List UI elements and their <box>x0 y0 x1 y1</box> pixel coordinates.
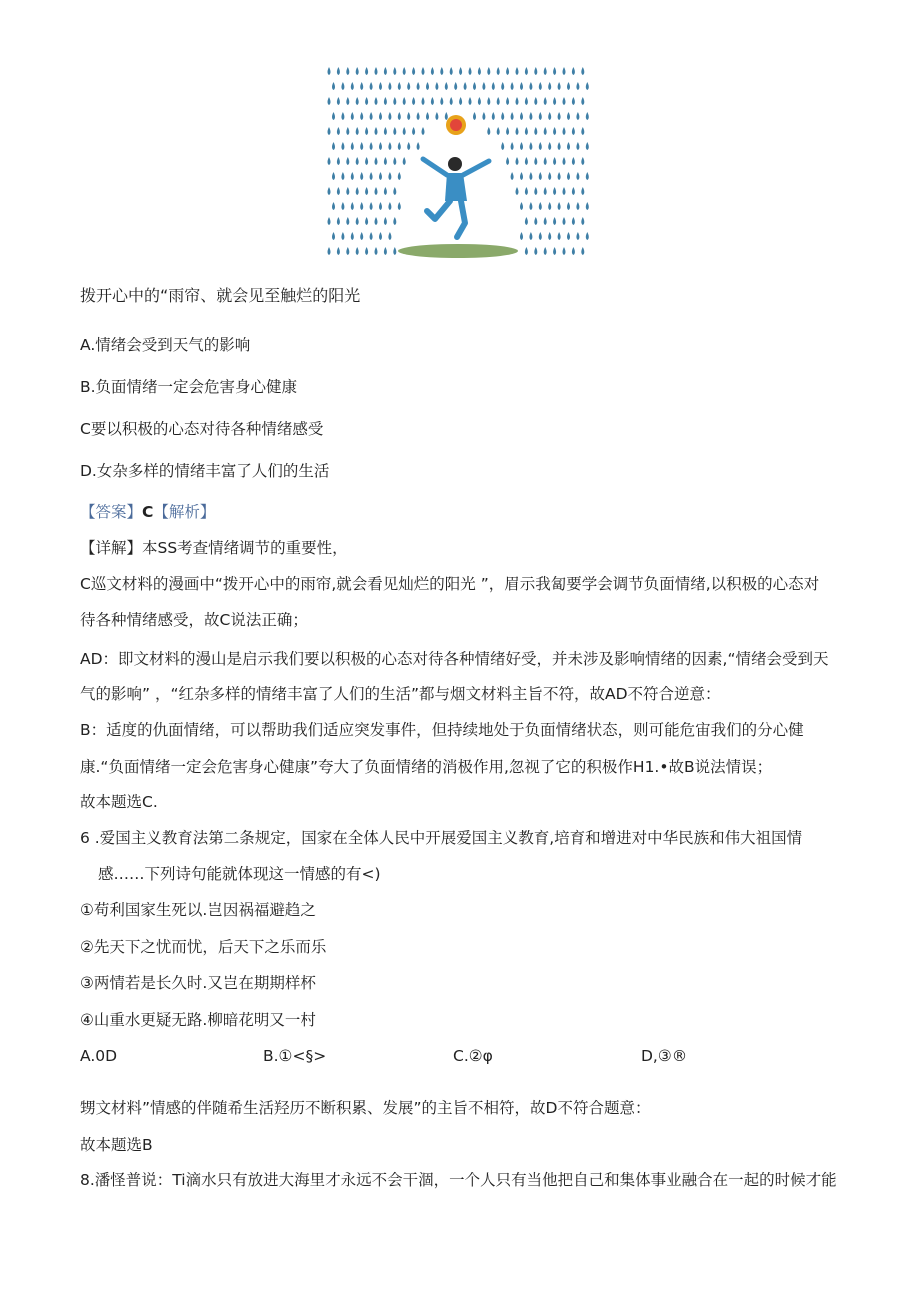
raindrop <box>534 217 537 225</box>
raindrop <box>398 202 401 210</box>
raindrop <box>572 97 575 105</box>
raindrop <box>375 97 378 105</box>
raindrop <box>412 97 415 105</box>
raindrop <box>539 142 542 150</box>
figure-legs <box>427 201 465 237</box>
raindrop <box>393 157 396 165</box>
detail-title: 【详解】本SS考查情绪调节的重要性， <box>80 539 348 557</box>
poem-item-4: ④山重水更疑无路.柳暗花明又一村 <box>80 1011 316 1029</box>
raindrop <box>328 187 331 195</box>
raindrop <box>393 127 396 135</box>
raindrop <box>520 82 523 90</box>
raindrop <box>563 187 566 195</box>
raindrop <box>370 142 373 150</box>
raindrop <box>563 217 566 225</box>
raindrop <box>356 217 359 225</box>
raindrop <box>586 82 589 90</box>
raindrop <box>431 67 434 75</box>
raindrop <box>346 127 349 135</box>
raindrop <box>567 232 570 240</box>
raindrop <box>351 232 354 240</box>
raindrop <box>548 142 551 150</box>
raindrop <box>544 247 547 255</box>
raindrop <box>360 82 363 90</box>
raindrop <box>572 157 575 165</box>
raindrop <box>482 112 485 120</box>
raindrop <box>548 172 551 180</box>
raindrop <box>553 157 556 165</box>
explanation-c-line-1: C巡文材料的漫画中“拨开心中的雨帘,就会看见灿烂的阳光 ”，眉示我匐要学会调节负面情绪,以积极的心态对 <box>80 575 820 593</box>
raindrop <box>393 187 396 195</box>
raindrop <box>379 202 382 210</box>
raindrop <box>360 112 363 120</box>
raindrop <box>525 187 528 195</box>
raindrop <box>407 112 410 120</box>
raindrop <box>572 187 575 195</box>
raindrop <box>365 127 368 135</box>
raindrop <box>520 142 523 150</box>
raindrop <box>553 67 556 75</box>
conclusion-q5: 故本题选C. <box>80 793 158 811</box>
raindrop <box>473 112 476 120</box>
raindrop <box>563 247 566 255</box>
fragment-explanation: 甥文材料”情感的伴随希生活羟历不断积累、发展”的主旨不相符，故D不符合题意： <box>80 1099 651 1117</box>
raindrop <box>492 82 495 90</box>
raindrop <box>516 157 519 165</box>
option-d: D.女杂多样的情绪丰富了人们的生活 <box>80 462 330 480</box>
raindrop <box>511 82 514 90</box>
raindrop <box>572 217 575 225</box>
raindrop <box>356 67 359 75</box>
raindrop <box>328 157 331 165</box>
raindrop <box>398 142 401 150</box>
raindrop <box>506 127 509 135</box>
raindrop <box>384 127 387 135</box>
raindrop <box>346 247 349 255</box>
raindrop <box>567 202 570 210</box>
raindrop <box>534 127 537 135</box>
raindrop <box>384 217 387 225</box>
raindrop <box>346 187 349 195</box>
raindrop <box>534 187 537 195</box>
raindrop <box>370 232 373 240</box>
raindrop <box>492 112 495 120</box>
raindrop <box>417 112 420 120</box>
raindrop <box>544 127 547 135</box>
choice-c: C.②φ <box>453 1047 493 1065</box>
raindrop <box>497 97 500 105</box>
raindrop <box>351 172 354 180</box>
raindrop <box>341 202 344 210</box>
raindrop <box>341 142 344 150</box>
raindrop <box>388 202 391 210</box>
raindrop <box>384 187 387 195</box>
raindrop <box>558 112 561 120</box>
raindrop <box>370 172 373 180</box>
figure-head <box>448 157 462 171</box>
raindrop <box>586 232 589 240</box>
raindrop <box>328 67 331 75</box>
raindrop <box>464 82 467 90</box>
raindrop <box>469 67 472 75</box>
raindrop <box>435 112 438 120</box>
answer-value: C <box>142 503 154 521</box>
raindrop <box>341 112 344 120</box>
raindrop <box>356 127 359 135</box>
raindrop <box>332 232 335 240</box>
raindrop <box>388 112 391 120</box>
ground-patch <box>398 244 518 258</box>
raindrop <box>337 187 340 195</box>
raindrop <box>379 232 382 240</box>
raindrop <box>539 202 542 210</box>
raindrop <box>576 112 579 120</box>
raindrop <box>567 82 570 90</box>
question-5-stem: 拨开心中的“雨帘、就会见至触烂的阳光 <box>80 286 361 305</box>
question-8-stem-line-1: 8.潘怪普说：Ti滴水只有放进大海里才永远不会干涸，一个人只有当他把自己和集体事业融合在一起的时候才能 <box>80 1171 837 1189</box>
raindrop <box>548 202 551 210</box>
raindrop <box>529 202 532 210</box>
raindrop <box>351 202 354 210</box>
question-6-stem-line-2: 感……下列诗句能就体现这一情感的有<) <box>98 865 381 883</box>
answer-label: 【答案】 <box>80 503 143 521</box>
raindrop <box>375 67 378 75</box>
raindrop <box>586 202 589 210</box>
raindrop <box>388 232 391 240</box>
raindrop <box>581 247 584 255</box>
raindrop <box>332 202 335 210</box>
raindrop <box>511 142 514 150</box>
raindrop <box>356 187 359 195</box>
raindrop <box>346 97 349 105</box>
raindrop <box>393 67 396 75</box>
question-6-stem-line-1: 6 .爱国主义教育法第二条规定，国家在全体人民中开展爱国主义教育,培育和增进对中华民族和伟大祖国情 <box>80 829 803 847</box>
explanation-ad-line-2: 气的影响” ，“红杂多样的情绪丰富了人们的生活”都与烟文材料主旨不符，故AD不符合逆意： <box>80 685 721 703</box>
raindrop <box>534 67 537 75</box>
raindrop <box>511 112 514 120</box>
raindrop <box>539 112 542 120</box>
raindrop <box>520 202 523 210</box>
raindrop <box>576 202 579 210</box>
raindrop <box>379 82 382 90</box>
raindrop <box>487 127 490 135</box>
raindrop <box>360 232 363 240</box>
raindrop <box>422 97 425 105</box>
raindrop <box>450 67 453 75</box>
raindrop <box>365 187 368 195</box>
raindrop <box>581 127 584 135</box>
raindrop <box>412 67 415 75</box>
raindrop <box>360 172 363 180</box>
raindrop <box>572 127 575 135</box>
raindrop <box>370 112 373 120</box>
choice-a: A.0D <box>80 1047 118 1065</box>
analysis-label: 【解析】 <box>153 503 216 521</box>
raindrop <box>337 157 340 165</box>
raindrop <box>581 217 584 225</box>
raindrop <box>393 97 396 105</box>
raindrop <box>572 247 575 255</box>
raindrop <box>563 67 566 75</box>
raindrop <box>403 157 406 165</box>
raindrop <box>351 112 354 120</box>
raindrop <box>473 82 476 90</box>
raindrop <box>407 142 410 150</box>
raindrop <box>581 187 584 195</box>
raindrop <box>388 172 391 180</box>
raindrop <box>544 67 547 75</box>
raindrop <box>445 112 448 120</box>
raindrop <box>478 67 481 75</box>
raindrop <box>482 82 485 90</box>
raindrop <box>417 142 420 150</box>
raindrop <box>525 67 528 75</box>
choice-b: B.①<§> <box>263 1047 327 1065</box>
raindrop <box>370 202 373 210</box>
raindrop <box>398 82 401 90</box>
poem-item-2: ②先天下之忧而忧，后天下之乐而乐 <box>80 938 327 956</box>
raindrop <box>422 127 425 135</box>
raindrop <box>506 67 509 75</box>
raindrop <box>337 127 340 135</box>
raindrop <box>529 142 532 150</box>
raindrop <box>337 217 340 225</box>
raindrop <box>341 232 344 240</box>
raindrop <box>365 67 368 75</box>
option-a: A.情绪会受到天气的影响 <box>80 336 251 354</box>
raindrop <box>393 247 396 255</box>
raindrop <box>379 112 382 120</box>
raindrop <box>501 112 504 120</box>
raindrop <box>407 82 410 90</box>
raindrop <box>375 157 378 165</box>
raindrop <box>558 82 561 90</box>
raindrop <box>581 157 584 165</box>
raindrop <box>544 217 547 225</box>
raindrop <box>553 217 556 225</box>
raindrop <box>332 82 335 90</box>
raindrop <box>516 67 519 75</box>
raindrop <box>346 157 349 165</box>
raindrop <box>581 97 584 105</box>
raindrop <box>426 82 429 90</box>
raindrop <box>576 232 579 240</box>
raindrop <box>384 157 387 165</box>
raindrop <box>563 157 566 165</box>
raindrop <box>529 172 532 180</box>
raindrop <box>431 97 434 105</box>
raindrop <box>558 232 561 240</box>
raindrop <box>435 82 438 90</box>
raindrop <box>459 67 462 75</box>
raindrop <box>534 247 537 255</box>
poem-item-1: ①苟利国家生死以.岂因祸福避趋之 <box>80 901 316 919</box>
raindrop <box>586 112 589 120</box>
raindrop <box>337 247 340 255</box>
raindrop <box>328 97 331 105</box>
raindrop <box>563 127 566 135</box>
raindrop <box>553 97 556 105</box>
raindrop <box>548 82 551 90</box>
choice-d: D,③® <box>641 1047 688 1065</box>
raindrop <box>365 217 368 225</box>
raindrop <box>534 97 537 105</box>
explanation-b-line-1: B：适度的仇面情绪，可以帮助我们适应突发事件，但持续地处于负面情绪状态，则可能危宙我们的分心健 <box>80 721 804 739</box>
raindrop <box>529 82 532 90</box>
raindrop <box>440 97 443 105</box>
sun-core <box>450 119 462 131</box>
raindrop <box>586 172 589 180</box>
raindrop <box>544 187 547 195</box>
raindrop <box>403 97 406 105</box>
option-c: C要以积极的心态对待各种情绪感受 <box>80 420 324 438</box>
poem-item-3: ③两情若是长久时.又岂在期期样杯 <box>80 974 316 992</box>
raindrop <box>544 157 547 165</box>
raindrop <box>384 97 387 105</box>
raindrop <box>558 172 561 180</box>
raindrop <box>529 112 532 120</box>
raindrop <box>525 127 528 135</box>
raindrop <box>398 112 401 120</box>
raindrop <box>501 142 504 150</box>
option-b: B.负面情绪一定会危害身心健康 <box>80 378 298 396</box>
raindrop <box>360 142 363 150</box>
raindrop <box>337 67 340 75</box>
raindrop <box>539 172 542 180</box>
raindrop <box>567 142 570 150</box>
raindrop <box>365 97 368 105</box>
raindrop <box>529 232 532 240</box>
raindrop <box>459 97 462 105</box>
raindrop <box>417 82 420 90</box>
raindrop <box>346 67 349 75</box>
raindrop <box>332 142 335 150</box>
raindrop <box>365 247 368 255</box>
raindrop <box>487 97 490 105</box>
raindrop <box>539 82 542 90</box>
raindrop <box>393 217 396 225</box>
raindrop <box>450 97 453 105</box>
raindrop <box>328 127 331 135</box>
raindrop <box>375 187 378 195</box>
raindrop <box>501 82 504 90</box>
raindrop <box>426 112 429 120</box>
raindrop <box>576 142 579 150</box>
raindrop <box>586 142 589 150</box>
raindrop <box>375 127 378 135</box>
raindrop <box>351 142 354 150</box>
raindrop <box>375 247 378 255</box>
raindrop <box>553 127 556 135</box>
raindrop <box>328 217 331 225</box>
raindrop <box>469 97 472 105</box>
raindrop <box>520 112 523 120</box>
raindrop <box>572 67 575 75</box>
raindrop <box>384 67 387 75</box>
raindrop <box>567 172 570 180</box>
raindrop <box>520 232 523 240</box>
raindrop <box>379 172 382 180</box>
raindrop <box>553 247 556 255</box>
raindrop <box>351 82 354 90</box>
raindrop <box>379 142 382 150</box>
raindrop <box>576 82 579 90</box>
raindrop <box>497 127 500 135</box>
raindrop <box>370 82 373 90</box>
raindrop <box>403 127 406 135</box>
raindrop <box>544 97 547 105</box>
raindrop <box>356 97 359 105</box>
raindrop <box>403 67 406 75</box>
explanation-ad-line-1: AD：即文材料的漫山是启示我们要以积极的心态对待各种情绪好受，并未涉及影响情绪的因素,“情绪会受到天 <box>80 650 829 668</box>
raindrop <box>534 157 537 165</box>
raindrop <box>328 247 331 255</box>
raindrop <box>525 97 528 105</box>
raindrop <box>516 187 519 195</box>
raindrop <box>520 172 523 180</box>
explanation-c-line-2: 待各种情绪感受，故C说法正确； <box>80 611 308 629</box>
raindrop <box>511 172 514 180</box>
raindrop <box>548 112 551 120</box>
raindrop <box>388 82 391 90</box>
raindrop <box>332 172 335 180</box>
raindrop <box>398 172 401 180</box>
raindrop <box>516 97 519 105</box>
raindrop <box>525 247 528 255</box>
rain-curtain-illustration <box>323 61 593 263</box>
raindrop <box>341 172 344 180</box>
raindrop <box>478 97 481 105</box>
raindrop <box>356 157 359 165</box>
raindrop <box>558 202 561 210</box>
raindrop <box>548 232 551 240</box>
raindrop <box>563 97 566 105</box>
raindrop <box>506 157 509 165</box>
raindrop <box>553 187 556 195</box>
raindrop <box>388 142 391 150</box>
raindrop <box>384 247 387 255</box>
raindrop <box>440 67 443 75</box>
raindrop <box>454 82 457 90</box>
raindrop <box>412 127 415 135</box>
raindrop <box>422 67 425 75</box>
raindrop <box>375 217 378 225</box>
raindrop <box>576 172 579 180</box>
raindrop <box>445 82 448 90</box>
raindrop <box>356 247 359 255</box>
raindrop <box>497 67 500 75</box>
raindrop <box>516 127 519 135</box>
raindrop <box>341 82 344 90</box>
raindrop <box>539 232 542 240</box>
raindrop <box>506 97 509 105</box>
answer-line <box>80 501 215 523</box>
raindrop <box>558 142 561 150</box>
explanation-b-line-2: 康.“负面情绪一定会危害身心健康”夸大了负面情绪的消极作用,忽视了它的积极作H1.•故B说法情误； <box>80 758 773 776</box>
raindrop <box>525 217 528 225</box>
raindrop <box>346 217 349 225</box>
raindrop <box>332 112 335 120</box>
raindrop <box>365 157 368 165</box>
raindrop <box>487 67 490 75</box>
raindrop <box>337 97 340 105</box>
raindrop <box>525 157 528 165</box>
raindrop <box>581 67 584 75</box>
raindrop <box>360 202 363 210</box>
raindrop <box>567 112 570 120</box>
conclusion-fragment: 故本题选B <box>80 1136 153 1154</box>
